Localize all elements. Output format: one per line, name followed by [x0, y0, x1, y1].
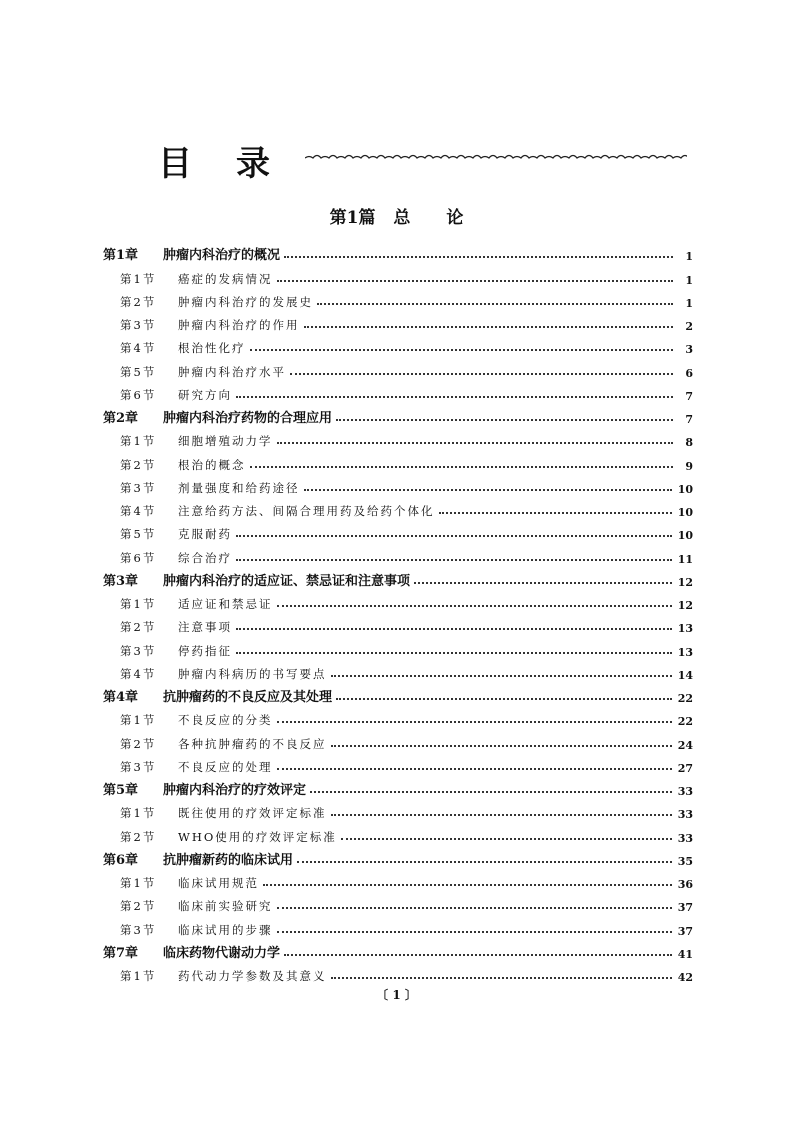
toc-chapter-entry[interactable] — [103, 845, 693, 868]
entry-title: 剂量强度和给药途径 — [178, 480, 300, 495]
entry-title: 肿瘤内科治疗的适应证、禁忌证和注意事项 — [163, 573, 411, 589]
page-number-footer: 〔 1 〕 — [376, 988, 417, 1002]
dot-leader — [439, 512, 672, 514]
dot-leader — [304, 326, 674, 328]
entry-page: 33 — [677, 831, 693, 845]
toc-heading: 目录 — [158, 144, 314, 184]
dot-leader — [236, 559, 672, 561]
toc-chapter-entry[interactable] — [103, 566, 693, 589]
toc-section-entry[interactable] — [103, 612, 693, 635]
entry-title: 根治的概念 — [178, 457, 246, 472]
toc-section-entry[interactable] — [103, 728, 693, 751]
dot-leader — [284, 954, 672, 956]
dot-leader — [310, 791, 672, 793]
entry-number: 第4章 — [103, 690, 139, 705]
dot-leader — [336, 698, 672, 700]
toc-section-entry[interactable] — [103, 635, 693, 658]
entry-number: 第6节 — [120, 550, 157, 565]
entry-number: 第4节 — [120, 666, 157, 681]
toc-section-entry[interactable] — [103, 914, 693, 937]
entry-number: 第4节 — [120, 341, 157, 356]
entry-number: 第7章 — [103, 945, 139, 961]
toc-chapter-entry[interactable] — [103, 938, 693, 961]
entry-page: 3 — [685, 343, 693, 357]
dot-leader — [263, 884, 672, 886]
entry-title: 停药指征 — [178, 643, 232, 658]
dot-leader — [331, 745, 672, 747]
dot-leader — [290, 373, 673, 375]
toc-section-entry[interactable] — [103, 496, 693, 519]
part-title — [0, 203, 793, 228]
entry-title: 抗肿瘤药的不良反应及其处理 — [163, 690, 333, 705]
entry-page: 1 — [685, 296, 693, 310]
entry-page: 12 — [677, 575, 693, 589]
toc-section-entry[interactable] — [103, 961, 693, 984]
dot-leader — [414, 582, 672, 584]
entry-title: 临床试用规范 — [178, 876, 259, 890]
entry-page: 36 — [677, 878, 693, 891]
toc-chapter-entry[interactable] — [103, 403, 693, 426]
entry-title: 注意给药方法、间隔合理用药及给药个体化 — [178, 504, 435, 518]
dot-leader — [331, 675, 672, 677]
dot-leader — [331, 977, 672, 979]
toc-chapter-entry[interactable] — [103, 682, 693, 705]
entry-page: 10 — [677, 529, 693, 543]
toc-chapter-entry[interactable] — [103, 240, 693, 263]
toc-section-entry[interactable] — [103, 356, 693, 379]
entry-title: 药代动力学参数及其意义 — [178, 969, 327, 983]
toc-section-entry[interactable] — [103, 705, 693, 728]
entry-page: 7 — [685, 389, 693, 403]
toc-section-entry[interactable] — [103, 287, 693, 310]
entry-number: 第3节 — [120, 480, 157, 495]
entry-page: 22 — [677, 715, 693, 729]
entry-page: 37 — [677, 924, 693, 938]
entry-page: 13 — [677, 645, 693, 659]
entry-page: 10 — [677, 482, 693, 496]
toc-section-entry[interactable] — [103, 310, 693, 333]
entry-number: 第5节 — [120, 527, 157, 542]
entry-title: 细胞增殖动力学 — [178, 434, 273, 449]
dot-leader — [331, 814, 672, 816]
part-number: 第1篇 — [329, 208, 376, 228]
entry-page: 1 — [685, 250, 693, 264]
toc-section-entry[interactable] — [103, 659, 693, 682]
entry-page: 41 — [677, 947, 693, 961]
entry-number: 第2节 — [120, 899, 157, 914]
toc-section-entry[interactable] — [103, 891, 693, 914]
dot-leader — [277, 721, 672, 723]
entry-number: 第6节 — [120, 387, 157, 402]
entry-page: 7 — [685, 413, 693, 426]
entry-page: 42 — [677, 971, 693, 984]
entry-title: 肿瘤内科治疗水平 — [178, 364, 286, 379]
entry-number: 第1节 — [120, 271, 157, 286]
entry-page: 33 — [677, 785, 693, 798]
entry-page: 6 — [685, 366, 693, 380]
dot-leader — [277, 907, 672, 909]
entry-number: 第3节 — [120, 318, 157, 332]
entry-number: 第1节 — [120, 713, 157, 728]
dot-leader — [236, 535, 672, 537]
toc-section-entry[interactable] — [103, 426, 693, 449]
toc-section-entry[interactable] — [103, 449, 693, 472]
entry-page: 2 — [685, 320, 693, 333]
dot-leader — [277, 442, 674, 444]
dot-leader — [250, 349, 674, 351]
toc-section-entry[interactable] — [103, 542, 693, 565]
entry-number: 第2节 — [120, 457, 157, 472]
dot-leader — [277, 605, 672, 607]
entry-number: 第4节 — [120, 504, 157, 518]
entry-title: 肿瘤内科治疗的作用 — [178, 318, 300, 332]
dot-leader — [236, 396, 673, 398]
entry-title: 各种抗肿瘤药的不良反应 — [178, 736, 327, 751]
toc-section-entry[interactable] — [103, 333, 693, 356]
toc-section-entry[interactable] — [103, 589, 693, 612]
entry-number: 第2节 — [120, 829, 157, 844]
entry-page: 37 — [677, 901, 693, 915]
entry-page: 10 — [677, 506, 693, 519]
entry-number: 第3节 — [120, 759, 157, 774]
dot-leader — [317, 303, 673, 305]
toc-section-entry[interactable] — [103, 752, 693, 775]
toc-section-entry[interactable] — [103, 798, 693, 821]
entry-title: 临床前实验研究 — [178, 899, 273, 914]
part-title-b: 论 — [446, 208, 464, 228]
dot-leader — [236, 628, 672, 630]
entry-page: 27 — [677, 761, 693, 775]
entry-title: WHO使用的疗效评定标准 — [178, 829, 337, 844]
entry-number: 第2章 — [103, 411, 139, 426]
dot-leader — [277, 931, 672, 933]
toc-chapter-entry[interactable] — [103, 775, 693, 798]
entry-number: 第2节 — [120, 736, 157, 751]
dot-leader — [236, 652, 672, 654]
entry-page: 12 — [677, 599, 693, 612]
entry-number: 第5节 — [120, 364, 157, 379]
decorative-wavy-rule — [305, 150, 687, 162]
entry-title: 肿瘤内科治疗的发展史 — [178, 294, 313, 309]
entry-title: 综合治疗 — [178, 550, 232, 565]
entry-number: 第6章 — [103, 852, 139, 868]
entry-title: 临床药物代谢动力学 — [163, 945, 281, 961]
entry-number: 第1节 — [120, 434, 157, 449]
dot-leader — [284, 256, 673, 258]
entry-number: 第3章 — [103, 573, 139, 589]
entry-number: 第1章 — [103, 248, 139, 264]
toc-section-entry[interactable] — [103, 263, 693, 286]
entry-number: 第3节 — [120, 643, 157, 658]
entry-number: 第1节 — [120, 597, 157, 611]
entry-page: 24 — [677, 738, 693, 752]
entry-page: 9 — [685, 459, 693, 473]
toc-section-entry[interactable] — [103, 821, 693, 844]
dot-leader — [297, 861, 672, 863]
entry-page: 22 — [677, 692, 693, 705]
entry-page: 8 — [685, 436, 693, 450]
entry-page: 33 — [677, 808, 693, 822]
entry-title: 抗肿瘤新药的临床试用 — [163, 852, 294, 868]
entry-title: 克服耐药 — [178, 527, 232, 542]
entry-page: 35 — [677, 854, 693, 868]
entry-page: 1 — [685, 273, 693, 287]
entry-page: 14 — [677, 668, 693, 682]
entry-title: 既往使用的疗效评定标准 — [178, 806, 327, 821]
entry-number: 第2节 — [120, 294, 157, 309]
part-title-a: 总 — [393, 208, 411, 228]
entry-title: 肿瘤内科治疗的概况 — [163, 248, 281, 264]
entry-title: 不良反应的分类 — [178, 713, 273, 728]
entry-number: 第2节 — [120, 620, 157, 635]
entry-title: 癌症的发病情况 — [178, 271, 273, 286]
entry-page: 13 — [677, 622, 693, 636]
entry-title: 临床试用的步骤 — [178, 922, 273, 937]
entry-title: 肿瘤内科治疗的疗效评定 — [163, 783, 307, 798]
toc-section-entry[interactable] — [103, 868, 693, 891]
entry-page: 11 — [677, 552, 693, 566]
toc-section-entry[interactable] — [103, 519, 693, 542]
dot-leader — [341, 838, 672, 840]
entry-number: 第3节 — [120, 922, 157, 937]
table-of-contents — [103, 240, 693, 984]
entry-number: 第1节 — [120, 969, 157, 983]
entry-title: 注意事项 — [178, 620, 232, 635]
entry-title: 研究方向 — [178, 387, 232, 402]
dot-leader — [250, 466, 674, 468]
toc-section-entry[interactable] — [103, 473, 693, 496]
entry-title: 肿瘤内科病历的书写要点 — [178, 666, 327, 681]
dot-leader — [277, 768, 672, 770]
entry-title: 肿瘤内科治疗药物的合理应用 — [163, 411, 333, 426]
dot-leader — [277, 280, 674, 282]
toc-section-entry[interactable] — [103, 380, 693, 403]
entry-number: 第1节 — [120, 806, 157, 821]
entry-number: 第1节 — [120, 876, 157, 890]
entry-title: 不良反应的处理 — [178, 759, 273, 774]
dot-leader — [304, 489, 672, 491]
entry-number: 第5章 — [103, 783, 139, 798]
entry-title: 根治性化疗 — [178, 341, 246, 356]
dot-leader — [336, 419, 673, 421]
entry-title: 适应证和禁忌证 — [178, 597, 273, 611]
